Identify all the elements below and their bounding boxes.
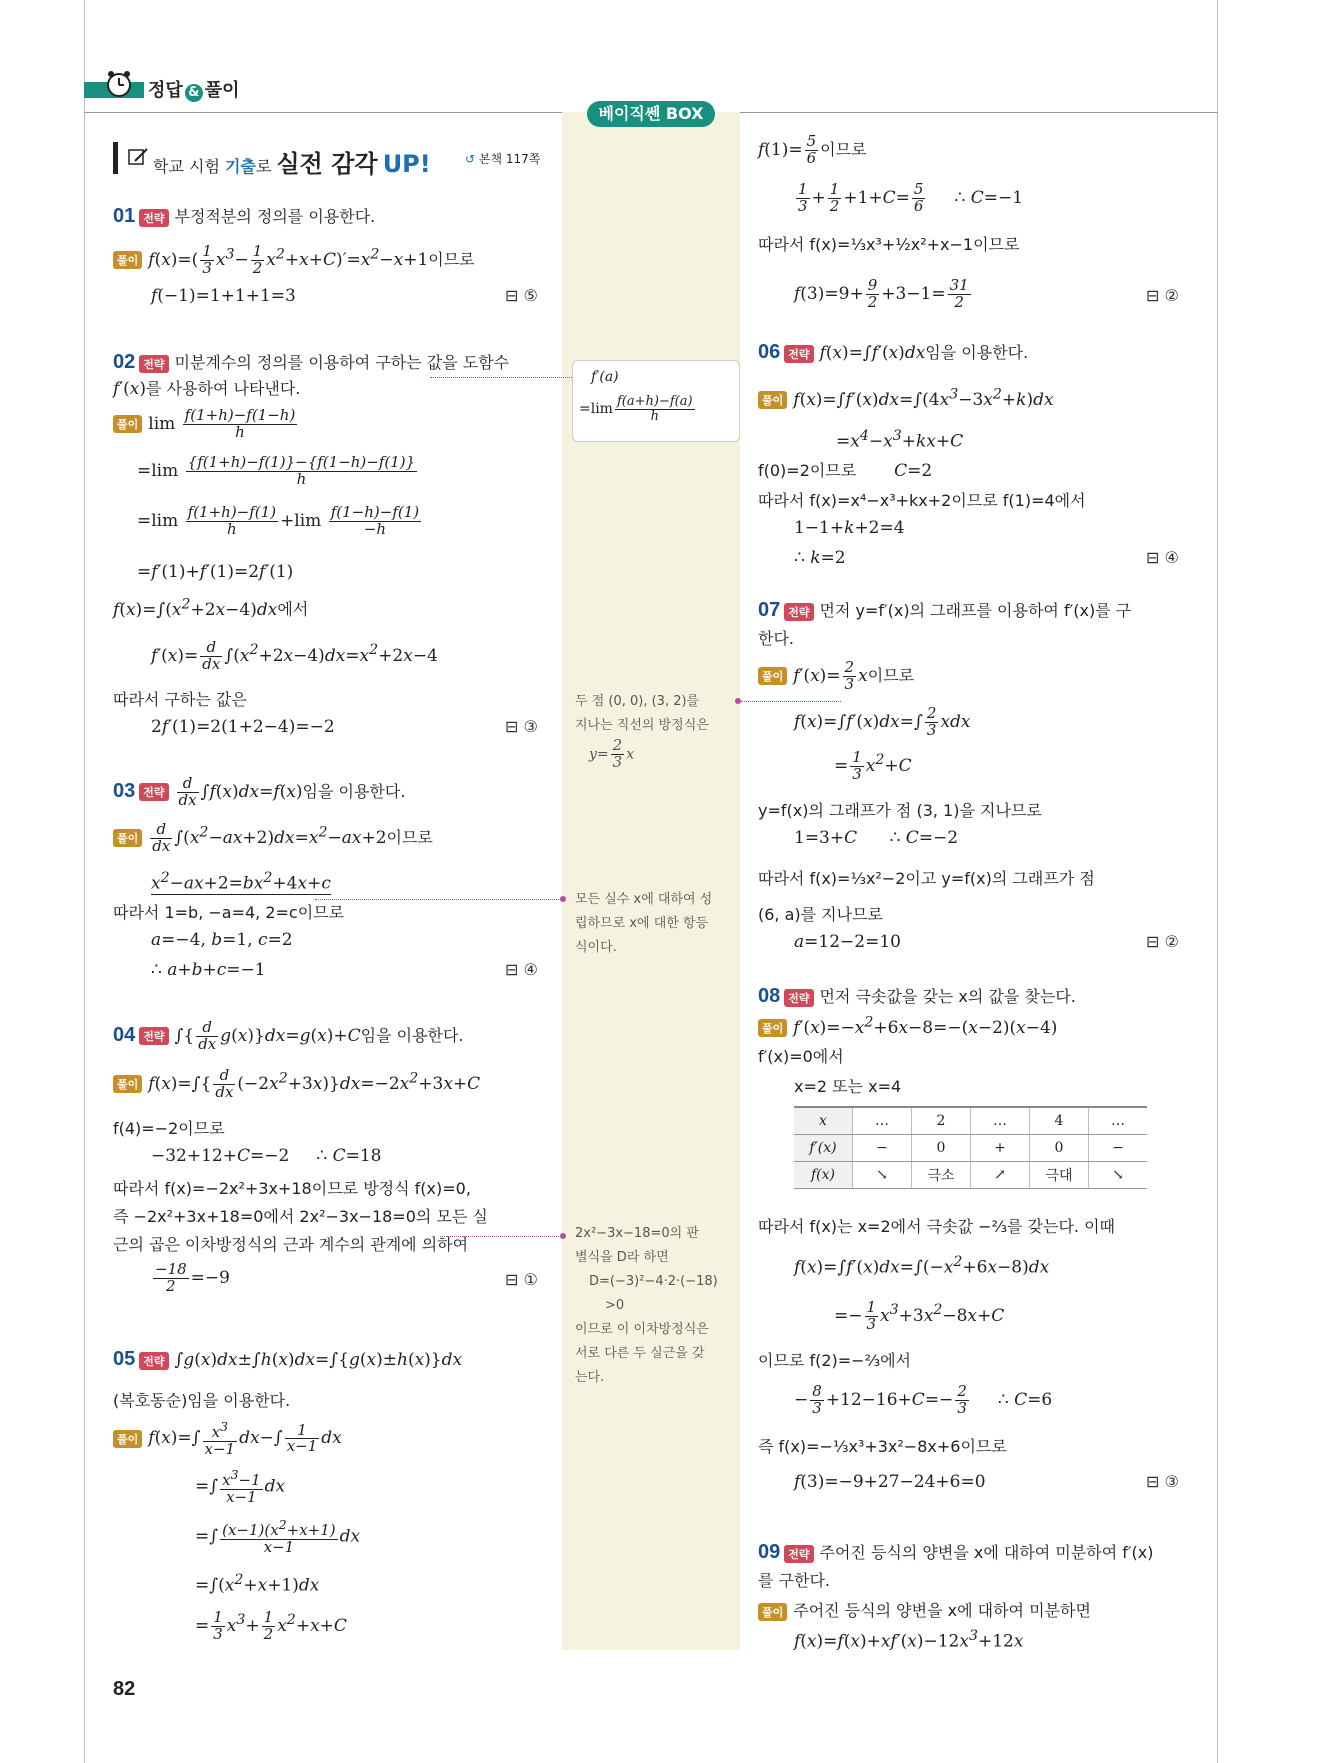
sign-table-row [794, 1107, 1147, 1135]
sign-table-cell: ↘ [1089, 1162, 1148, 1189]
connector-03 [315, 899, 563, 900]
sign-table-cell: 극대 [1030, 1162, 1089, 1189]
problem-05-cont: f(1)= $\frac{5}{6}$ 이므로 $\frac{1}{3}$ + $\frac{1}{2}$ +1+C= $\frac{5}{6}$ ∴ C=−1 따라서 f(x)=⅓x³+½x²+x−1이므로 f(3)=9+ $\frac{9}{2}$ +3−1= $\frac{31}{2}$ ⊟ ② [758, 132, 1179, 311]
sign-table-cell: ↘ [853, 1162, 912, 1189]
sign-table [794, 1106, 1147, 1189]
sign-table-cell: x [794, 1107, 853, 1135]
answer-icon: ⊟ [1146, 932, 1160, 951]
problem-08: 08 전략 먼저 극솟값을 갖는 x의 값을 찾는다. 풀이 $f'(x)=-x^2+6x-8=-(x-2)(x-4)$ f′(x)=0에서 x=2 또는 x=4 x … 2 … 4 … f′(x) − 0 + 0 − f(x) ↘ 극소 ↗ 극대 ↘ 따라서 f(x)는 x=2에서 극솟값 −⅔를 갖는다. 이때 $f(x)=\int f'(x)dx=\int(-x^2+6x-8)dx$ =− $\frac{1}{3}$ $x^3+3x^2-8x+C$ 이므로 f(2)=−⅔에서 − $\frac{8}{3}$ +12−16+C=− $\frac{2}{3}$ ∴ C=6 즉 f(x)=−⅓x³+3x²−8x+6이므로 f(3)=−9+27−24+6=0 ⊟ ③ [758, 985, 1179, 1492]
note-07: 두 점 (0, 0), (3, 2)를 지나는 직선의 방정식은 y= $\frac{2}{3}$ x [575, 694, 709, 771]
answer-icon: ⊟ [505, 1270, 519, 1289]
problem-04: 04 전략 ∫{ $\frac{d}{dx}$ g(x)}dx=g(x)+C임을 이용한다. 풀이 f(x)=∫{ $\frac{d}{dx}$ $(-2x^2+3x)\}dx=-2x^2+3x+C$ f(4)=−2이므로 −32+12+C=−2 ∴ C=18 따라서 f(x)=−2x²+3x+18이므로 방정식 f(x)=0, 즉 −2x²+3x+18=0에서 2x²−3x−18=0의 모든 실 근의 곱은 이차방정식의 근과 계수의 관계에 의하여 $\frac{-18}{2}$ =−9 ⊟ ① [113, 1018, 538, 1295]
header-title: 정답 & 풀이 [148, 80, 240, 101]
sign-table-row [794, 1162, 1147, 1189]
sign-table-cell: + [971, 1135, 1030, 1162]
problem-07: 07 전략 먼저 y=f′(x)의 그래프를 이용하여 f′(x)를 구 한다. 풀이 f′(x)= $\frac{2}{3}$ x이므로 f(x)=∫f′(x)dx=∫ $\frac{2}{3}$ xdx = $\frac{1}{3}$ $x^2+C$ y=f(x)의 그래프가 점 (3, 1)을 지나므로 1=3+C ∴ C=−2 따라서 f(x)=⅓x²−2이고 y=f(x)의 그래프가 점 (6, a)를 지나므로 a=12−2=10 ⊟ ② [758, 599, 1179, 952]
connector-dot-03 [560, 896, 566, 902]
sign-table-cell: 0 [1030, 1135, 1089, 1162]
heading-text: 학교 시험 기출로 실전 감각 UP! [153, 150, 431, 178]
answer-icon: ⊟ [1146, 548, 1160, 567]
refresh-icon: ↺ [465, 152, 476, 166]
problem-01: 01 전략 부정적분의 정의를 이용한다. 풀이 f(x)=( $\frac{1}{3}$ $x^3-$ $\frac{1}{2}$ $x^2+x+C)'=x^2-x+1$이므로 f(−1)=1+1+1=3 ⊟ ⑤ [113, 205, 538, 306]
page-number: 82 [113, 1678, 136, 1700]
note-04: 2x²−3x−18=0의 판 별식을 D라 하면 D=(−3)²−4·2·(−18) >0 이므로 이 이차방정식은 서로 다른 두 실근을 갖 는다. [575, 1226, 718, 1385]
sign-table-cell: 0 [912, 1135, 971, 1162]
problem-03: 03 전략 $\frac{d}{dx}$ ∫f(x)dx=f(x)임을 이용한다. 풀이 $\frac{d}{dx}$ $\int(x^2-ax+2)dx=x^2-ax+2$이므로 $x^2-ax+2=bx^2+4x+c$ 따라서 1=b, −a=4, 2=c이므로 a=−4, b=1, c=2 ∴ a+b+c=−1 ⊟ ④ [113, 774, 538, 980]
answer-icon: ⊟ [505, 717, 519, 736]
section-heading [113, 140, 548, 176]
problem-06: 06 전략 f(x)=∫f′(x)dx임을 이용한다. 풀이 $f(x)=\int f'(x)dx=\int(4x^3-3x^2+k)dx$ $=x^4-x^3+kx+C$ f(0)=2이므로 C=2 따라서 f(x)=x⁴−x³+kx+2이므로 f(1)=4에서 1−1+k+2=4 ∴ k=2 ⊟ ④ [758, 341, 1179, 568]
heading-bar [113, 142, 118, 174]
problem-02: 02 전략 미분계수의 정의를 이용하여 구하는 값을 도함수 f′(x)를 사용하여 나타낸다. 풀이 lim $\frac{f(1+h)-f(1-h)}{h}$ =lim $\frac{\{f(1+h)-f(1)\}-\{f(1-h)-f(1)\}}{h}$ =lim $\frac{f(1+h)-f(1)}{h}$ +lim $\frac{f(1-h)-f(1)}{-h}$ =f′(1)+f′(1)=2f′(1) $f(x)=\int(x^2+2x-4)dx$에서 f′(x)= $\frac{d}{dx}$ $\int(x^2+2x-4)dx=x^2+2x-4$ 따라서 구하는 값은 2f′(1)=2(1+2−4)=−2 ⊟ ③ [113, 351, 538, 737]
page-border-right [1217, 0, 1218, 1763]
sign-table-row [794, 1135, 1147, 1162]
connector-02 [430, 377, 572, 378]
answer-icon: ⊟ [505, 286, 519, 305]
pencil-icon [127, 146, 149, 172]
sign-table-cell: 극소 [912, 1162, 971, 1189]
connector-dot-04 [560, 1233, 566, 1239]
sidebar-box-column [562, 112, 740, 1650]
sign-table-cell: … [1089, 1107, 1148, 1135]
sign-table-cell: 4 [1030, 1107, 1089, 1135]
sign-table-cell: f′(x) [794, 1135, 853, 1162]
sign-table-cell: − [853, 1135, 912, 1162]
sign-table-cell: − [1089, 1135, 1148, 1162]
page-border-left [84, 0, 85, 1763]
clock-icon [104, 70, 134, 102]
note-02: f′(a) =lim $\frac{f(a+h)-f(a)}{h}$ [572, 360, 740, 442]
sign-table-cell: 2 [912, 1107, 971, 1135]
connector-04 [440, 1236, 563, 1237]
sign-table-cell: … [971, 1107, 1030, 1135]
solution-tag: 풀이 [113, 251, 142, 269]
sign-table-cell: ↗ [971, 1162, 1030, 1189]
box-label: 베이직쎈 BOX [587, 101, 715, 127]
answer-icon: ⊟ [505, 960, 519, 979]
book-ref: ↺ 본책 117쪽 [465, 152, 541, 166]
strategy-tag: 전략 [139, 209, 168, 227]
answer-icon: ⊟ [1146, 286, 1160, 305]
note-03: 모든 실수 x에 대하여 성 립하므로 x에 대한 항등 식이다. [575, 892, 713, 955]
sign-table-cell: … [853, 1107, 912, 1135]
header-amp: & [185, 84, 203, 102]
problem-09: 09 전략 주어진 등식의 양변을 x에 대하여 미분하여 f′(x) 를 구한다. 풀이 주어진 등식의 양변을 x에 대하여 미분하면 $f(x)=f(x)+xf'(x)-12x^3+12x$ [758, 1541, 1154, 1652]
answer-icon: ⊟ [1146, 1472, 1160, 1491]
problem-05: 05 전략 ∫g(x)dx±∫h(x)dx=∫{g(x)±h(x)}dx (복호동순)임을 이용한다. 풀이 f(x)=∫ $\frac{x^3}{x-1}$ dx−∫ $\frac{1}{x-1}$ dx =∫ $\frac{x^3-1}{x-1}$ dx =∫ $\frac{(x-1)(x^2+x+1)}{x-1}$ dx $=\int(x^2+x+1)dx$ = $\frac{1}{3}$ $x^3+$ $\frac{1}{2}$ $x^2+x+C$ [113, 1348, 463, 1643]
sign-table-cell: f(x) [794, 1162, 853, 1189]
